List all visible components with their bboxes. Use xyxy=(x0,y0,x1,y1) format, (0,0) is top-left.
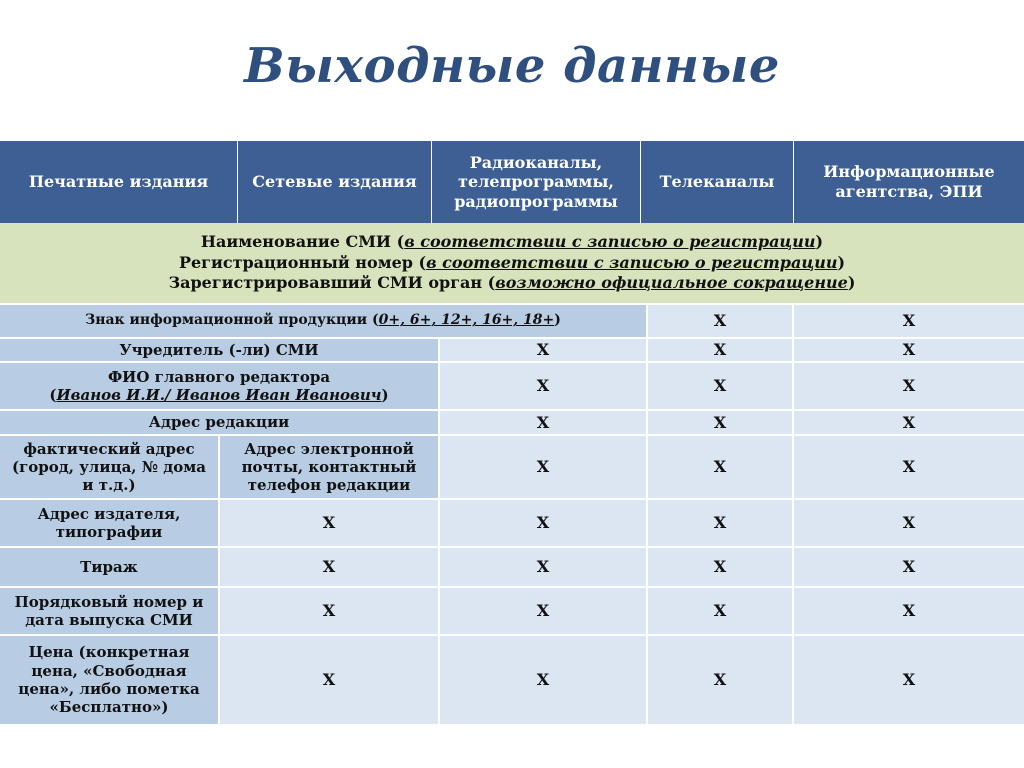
row-address-tv: Х xyxy=(648,409,794,434)
row-price-tv: Х xyxy=(648,634,794,724)
row-address-label: Адрес редакции xyxy=(0,409,440,434)
row-circulation-label: Тираж xyxy=(0,546,220,586)
row-address-agencies: Х xyxy=(794,409,1024,434)
row-address-radio: Х xyxy=(440,409,648,434)
row-publisher-agencies: Х xyxy=(794,498,1024,546)
page-title: Выходные данные xyxy=(244,38,780,94)
row-circulation-tv: Х xyxy=(648,546,794,586)
header-print: Печатные издания xyxy=(0,141,238,223)
row-email-tv: Х xyxy=(648,434,794,498)
common-row-name: Наименование СМИ (в соответствии с записью о регистрации) xyxy=(200,231,824,251)
row-price-label: Цена (конкретная цена, «Свободная цена», либо пометка «Бесплатно») xyxy=(0,634,220,724)
common-row-reg-body: Зарегистрировавший СМИ орган (возможно официальное сокращение) xyxy=(168,273,856,293)
row-issue-agencies: Х xyxy=(794,586,1024,634)
row-issue-tv: Х xyxy=(648,586,794,634)
row-email-label: Адрес электронной почты, контактный телефон редакции xyxy=(220,434,440,498)
row-price-agencies: Х xyxy=(794,634,1024,724)
row-publisher-label: Адрес издателя, типографии xyxy=(0,498,220,546)
row-publisher-network: Х xyxy=(220,498,440,546)
row-founder-radio: Х xyxy=(440,337,648,361)
row-sign-tv: Х xyxy=(648,303,794,337)
row-sign-label: Знак информационной продукции (0+, 6+, 12+, 16+, 18+) xyxy=(0,303,648,337)
row-founder-agencies: Х xyxy=(794,337,1024,361)
row-sign-agencies: Х xyxy=(794,303,1024,337)
row-price-radio: Х xyxy=(440,634,648,724)
row-circulation-radio: Х xyxy=(440,546,648,586)
common-requirements xyxy=(0,223,1024,303)
row-email-agencies: Х xyxy=(794,434,1024,498)
output-data-table xyxy=(0,141,1024,724)
row-founder-tv: Х xyxy=(648,337,794,361)
row-editor-tv: Х xyxy=(648,361,794,409)
common-row-reg-number: Регистрационный номер (в соответствии с записью о регистрации) xyxy=(178,252,846,272)
row-founder-label: Учредитель (-ли) СМИ xyxy=(0,337,440,361)
row-editor-radio: Х xyxy=(440,361,648,409)
row-issue-radio: Х xyxy=(440,586,648,634)
header-agencies: Информационные агентства, ЭПИ xyxy=(794,141,1024,223)
header-radio: Радиоканалы, телепрограммы, радиопрограммы xyxy=(432,141,641,223)
header-network: Сетевые издания xyxy=(238,141,432,223)
row-publisher-radio: Х xyxy=(440,498,648,546)
row-editor-agencies: Х xyxy=(794,361,1024,409)
row-editor-label: ФИО главного редактора (Иванов И.И./ Иванов Иван Иванович) xyxy=(0,361,440,409)
row-price-network: Х xyxy=(220,634,440,724)
header-tv: Телеканалы xyxy=(641,141,794,223)
row-email-radio: Х xyxy=(440,434,648,498)
row-issue-network: Х xyxy=(220,586,440,634)
row-actual-address-label: фактический адрес (город, улица, № дома и т.д.) xyxy=(0,434,220,498)
row-circulation-network: Х xyxy=(220,546,440,586)
row-publisher-tv: Х xyxy=(648,498,794,546)
row-issue-label: Порядковый номер и дата выпуска СМИ xyxy=(0,586,220,634)
row-circulation-agencies: Х xyxy=(794,546,1024,586)
